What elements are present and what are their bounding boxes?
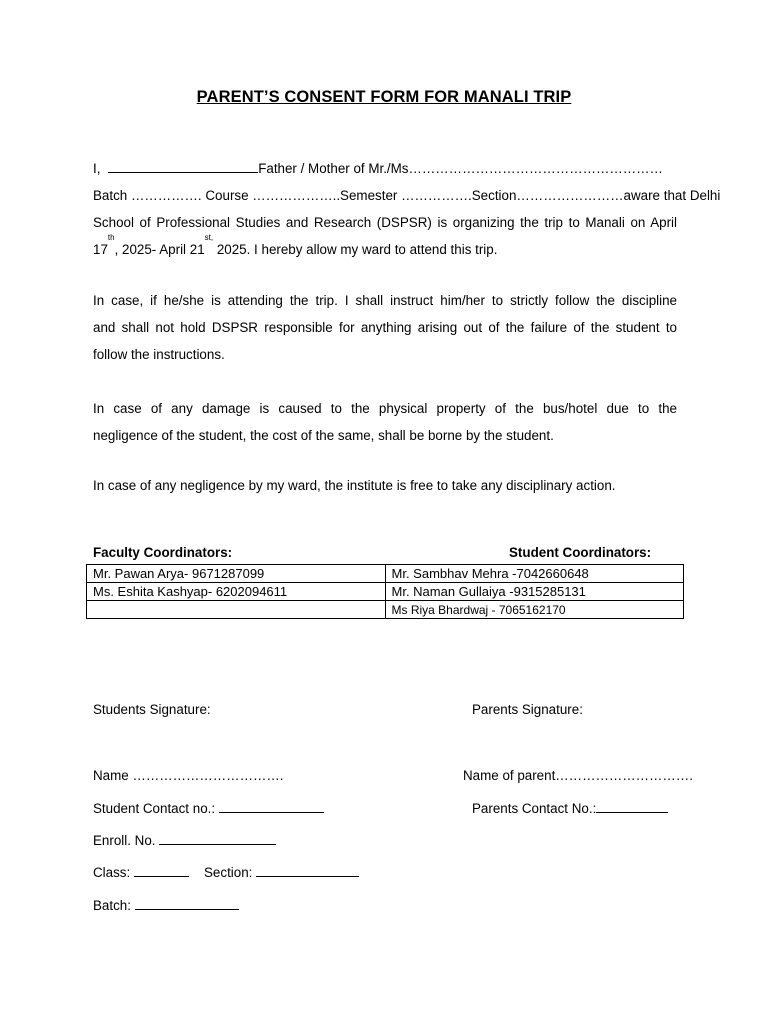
parents-signature-label: Parents Signature: <box>472 702 583 717</box>
faculty-coordinator-cell: Mr. Pawan Arya- 9671287099 <box>87 565 386 583</box>
declaration-line-2: Batch ……………. Course ………………..Semester …………….Section……………………aware that Delhi <box>93 188 721 203</box>
paragraph-discipline: In case, if he/she is attending the trip. I shall instruct him/her to strictly follow the discipline and shall not hold DSPSR responsible for anything arising out of the failure of the student to follow the instructions. <box>93 293 677 362</box>
student-coordinator-cell: Mr. Sambhav Mehra -7042660648 <box>385 565 684 583</box>
declaration-line-1: I, Father / Mother of Mr./Ms………………………………………………… <box>93 161 663 176</box>
student-contact-blank[interactable] <box>219 801 324 813</box>
section-blank[interactable] <box>256 865 359 877</box>
section-field: Section: <box>204 865 359 880</box>
student-name-dots[interactable]: ………………………………………………… <box>408 161 663 176</box>
paragraph-declaration <box>93 155 721 263</box>
student-name-field[interactable]: Name ……………………………. <box>93 768 284 783</box>
parents-contact-field: Parents Contact No.: <box>472 801 668 816</box>
course-semester-section-dots[interactable]: Course ………………..Semester …………….Section……………………aware <box>205 188 661 203</box>
enroll-field: Enroll. No. <box>93 833 276 848</box>
student-coordinator-cell: Ms Riya Bhardwaj - 7065162170 <box>385 601 684 619</box>
paragraph-damage: In case of any damage is caused to the physical property of the bus/hotel due to the negligence of the student, the cost of the same, shall be borne by the student. <box>93 401 677 443</box>
coordinators-table <box>86 564 684 619</box>
parents-contact-blank[interactable] <box>596 801 668 813</box>
paragraph-negligence: In case of any negligence by my ward, the institute is free to take any disciplinary action. <box>93 478 616 493</box>
students-signature-label: Students Signature: <box>93 702 211 717</box>
student-contact-field: Student Contact no.: <box>93 801 324 816</box>
faculty-coordinator-cell <box>87 601 386 619</box>
table-row <box>87 565 684 583</box>
declaration-line-4: 17th, 2025- April $21^{st,}$ 2025. I hereby allow my ward to attend this trip. <box>93 233 498 257</box>
enroll-blank[interactable] <box>159 833 276 845</box>
table-row <box>87 601 684 619</box>
faculty-coordinator-cell: Ms. Eshita Kashyap- 6202094611 <box>87 583 386 601</box>
parent-name-field[interactable]: Name of parent…………………………. <box>463 768 693 783</box>
batch-blank[interactable] <box>135 898 239 910</box>
class-blank[interactable] <box>134 865 189 877</box>
batch-dots[interactable]: Batch ……………. <box>93 188 202 203</box>
student-coordinators-heading: Student Coordinators: <box>509 545 652 560</box>
declaration-line-3: School of Professional Studies and Research (DSPSR) is organizing the trip to Manali on April <box>93 215 677 230</box>
faculty-coordinators-heading: Faculty Coordinators: <box>93 545 233 560</box>
class-field: Class: <box>93 865 189 880</box>
form-title: PARENT’S CONSENT FORM FOR MANALI TRIP <box>196 88 572 106</box>
batch-field: Batch: <box>93 898 239 913</box>
parent-name-blank[interactable] <box>108 161 258 173</box>
table-row <box>87 583 684 601</box>
student-coordinator-cell: Mr. Naman Gullaiya -9315285131 <box>385 583 684 601</box>
